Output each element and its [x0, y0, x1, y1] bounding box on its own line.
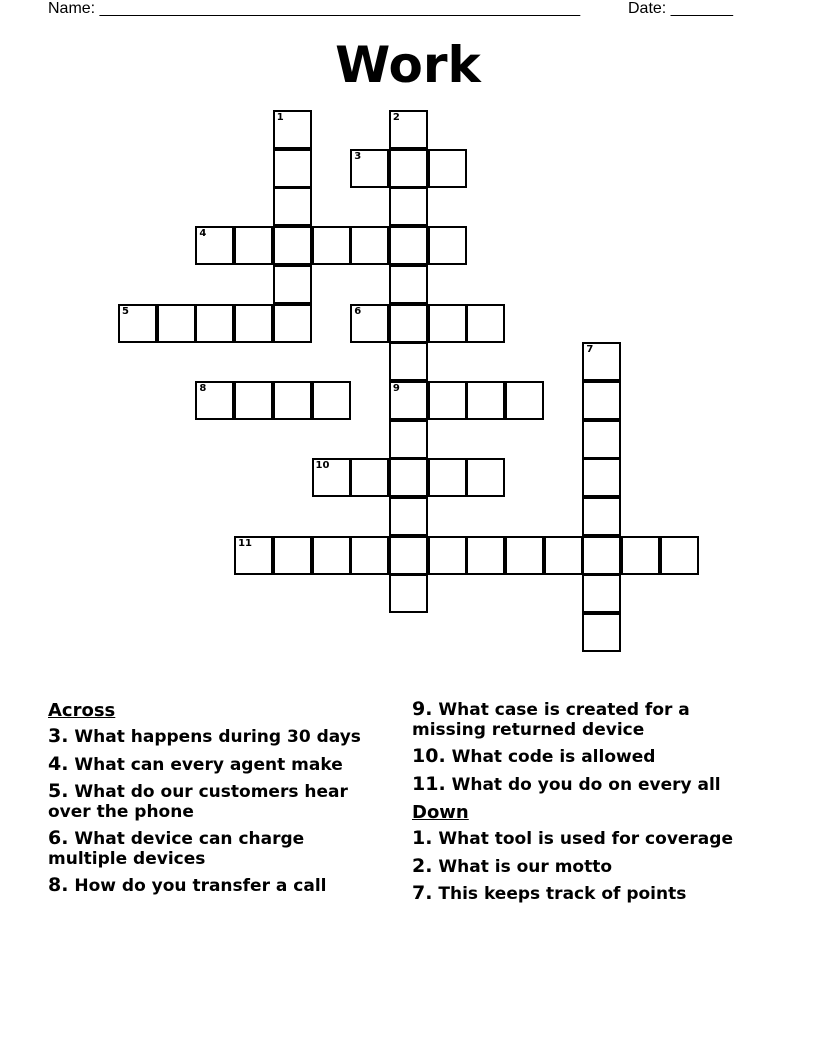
- clue-across-3: [48, 727, 378, 748]
- down-heading: Down: [412, 802, 469, 823]
- cell-number: 6: [354, 305, 362, 317]
- clue-number: 9.: [412, 698, 433, 720]
- clue-text: What do our customers hear over the phone: [48, 782, 348, 822]
- clue-number: 7.: [412, 882, 433, 904]
- grid-cell[interactable]: [389, 342, 428, 381]
- grid-cell[interactable]: [389, 497, 428, 536]
- cell-number: 4: [199, 228, 207, 240]
- grid-cell[interactable]: [466, 381, 505, 420]
- grid-cell[interactable]: [505, 536, 544, 575]
- grid-cell[interactable]: [428, 381, 467, 420]
- grid-cell[interactable]: [195, 381, 234, 420]
- grid-cell[interactable]: [428, 304, 467, 343]
- grid-cell[interactable]: [273, 110, 312, 149]
- grid-cell[interactable]: [428, 226, 467, 265]
- grid-cell[interactable]: [389, 420, 428, 459]
- grid-cell[interactable]: [389, 110, 428, 149]
- name-field[interactable]: Name: ______________________________________________________: [48, 0, 581, 17]
- clue-text: What is our motto: [438, 856, 613, 877]
- grid-cell[interactable]: [350, 458, 389, 497]
- grid-cell[interactable]: [234, 381, 273, 420]
- grid-cell[interactable]: [389, 304, 428, 343]
- clues-column-right: [412, 700, 752, 912]
- grid-cell[interactable]: [389, 226, 428, 265]
- clues-column-left: [48, 700, 378, 904]
- grid-cell[interactable]: [273, 187, 312, 226]
- grid-cell[interactable]: [312, 458, 351, 497]
- clue-down-1: [412, 829, 752, 850]
- grid-cell[interactable]: [466, 458, 505, 497]
- clue-across-11: [412, 772, 752, 796]
- grid-cell[interactable]: [350, 304, 389, 343]
- grid-cell[interactable]: [350, 536, 389, 575]
- cell-number: 8: [199, 382, 207, 394]
- date-field[interactable]: Date: _______: [628, 0, 733, 17]
- grid-cell[interactable]: [660, 536, 699, 575]
- grid-cell[interactable]: [118, 304, 157, 343]
- grid-cell[interactable]: [350, 149, 389, 188]
- grid-cell[interactable]: [582, 536, 621, 575]
- clue-text: What code is allowed: [451, 747, 656, 767]
- clue-text: What can every agent make: [74, 754, 343, 775]
- clue-across-8: [48, 876, 378, 897]
- clue-number: 6.: [48, 827, 69, 849]
- grid-cell[interactable]: [428, 536, 467, 575]
- grid-cell[interactable]: [195, 226, 234, 265]
- grid-cell[interactable]: [389, 381, 428, 420]
- grid-cell[interactable]: [466, 304, 505, 343]
- clue-text: How do you transfer a call: [74, 876, 327, 896]
- cell-number: 7: [586, 344, 594, 356]
- clue-number: 4.: [48, 752, 69, 775]
- grid-cell[interactable]: [312, 381, 351, 420]
- grid-cell[interactable]: [544, 536, 583, 575]
- header: [48, 0, 748, 20]
- clue-number: 10.: [412, 745, 446, 767]
- cell-number: 5: [122, 305, 129, 317]
- grid-cell[interactable]: [505, 381, 544, 420]
- grid-cell[interactable]: [234, 304, 273, 343]
- grid-cell[interactable]: [428, 149, 467, 188]
- grid-cell[interactable]: [582, 381, 621, 420]
- grid-cell[interactable]: [273, 149, 312, 188]
- clue-across-5: [48, 782, 378, 822]
- clue-text: This keeps track of points: [438, 884, 687, 904]
- grid-cell[interactable]: [389, 536, 428, 575]
- grid-cell[interactable]: [389, 574, 428, 613]
- grid-cell[interactable]: [582, 458, 621, 497]
- cell-number: 2: [392, 112, 400, 123]
- grid-cell[interactable]: [582, 342, 621, 381]
- clue-text: What device can charge multiple devices: [48, 829, 305, 869]
- clue-number: 3.: [48, 725, 69, 747]
- grid-cell[interactable]: [273, 265, 312, 304]
- clue-across-6: [48, 829, 378, 869]
- grid-cell[interactable]: [157, 304, 196, 343]
- grid-cell[interactable]: [389, 458, 428, 497]
- clue-across-9: [412, 700, 752, 740]
- clue-number: 2.: [412, 854, 433, 877]
- grid-cell[interactable]: [195, 304, 234, 343]
- cell-number: 3: [354, 150, 362, 162]
- grid-cell[interactable]: [389, 265, 428, 304]
- clue-number: 11.: [412, 772, 446, 795]
- grid-cell[interactable]: [389, 149, 428, 188]
- grid-cell[interactable]: [582, 613, 621, 652]
- grid-cell[interactable]: [466, 536, 505, 575]
- cell-number: 1: [276, 112, 284, 123]
- grid-cell[interactable]: [582, 497, 621, 536]
- cell-number: 11: [238, 537, 253, 549]
- grid-cell[interactable]: [428, 458, 467, 497]
- cell-number: 9: [392, 382, 400, 394]
- grid-cell[interactable]: [273, 226, 312, 265]
- cell-number: 10: [315, 460, 330, 472]
- grid-cell[interactable]: [582, 574, 621, 613]
- grid-cell[interactable]: [389, 187, 428, 226]
- grid-cell[interactable]: [273, 536, 312, 575]
- clue-down-2: [412, 854, 752, 878]
- grid-cell[interactable]: [273, 381, 312, 420]
- clue-number: 8.: [48, 874, 69, 896]
- clue-down-7: [412, 884, 752, 905]
- page-title: Work: [335, 36, 481, 94]
- clue-across-4: [48, 752, 378, 776]
- grid-cell[interactable]: [234, 536, 273, 575]
- clue-number: 5.: [48, 780, 69, 802]
- clue-text: What tool is used for coverage: [438, 829, 733, 849]
- clue-text: What do you do on every all: [451, 774, 721, 795]
- grid-cell[interactable]: [234, 226, 273, 265]
- across-heading: Across: [48, 700, 116, 721]
- grid-cell[interactable]: [621, 536, 660, 575]
- grid-cell[interactable]: [582, 420, 621, 459]
- grid-cell[interactable]: [273, 304, 312, 343]
- clue-across-10: [412, 747, 752, 768]
- clue-text: What happens during 30 days: [74, 727, 361, 747]
- grid-cell[interactable]: [312, 536, 351, 575]
- grid-cell[interactable]: [312, 226, 351, 265]
- clue-text: What case is created for a missing returned device: [412, 700, 690, 740]
- grid-cell[interactable]: [350, 226, 389, 265]
- clue-number: 1.: [412, 827, 433, 849]
